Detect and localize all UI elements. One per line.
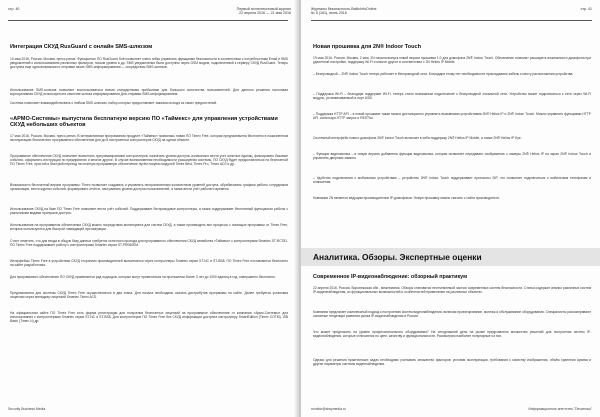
article-paragraph: Использование на программном обеспечении СКУД можно посредством мониторинга для систем СКУД, а также производить все процессы с помощью программы от Timex Free, которые используются для быстрой ликвидаций при миграции.	[10, 223, 288, 232]
article-paragraph: Интерфейсы Timex Free в устройствах СКУД сторонних производителей выполняется через контроллеры Smartec серии ST-NC и ST-BS8. ПО Timex Free поставляется бесплатно на сайте разработчика.	[10, 259, 288, 268]
journal-title: Журналы безопасность BalticInfoOnline	[311, 7, 377, 11]
left-page-number: стр. 40	[8, 7, 20, 11]
right-footer-agency: Информационное агентство "Печатнаш"	[528, 407, 592, 411]
article-paragraph: Система позволяет взаимодействовать с любым SMS шлюзом, набор которых предоставляет заказчик исходя из своих предпочтений.	[10, 101, 218, 105]
article-paragraph: – Поддержка HTTP API – в новой прошивке также можно дистанционно управлять вызывными устройствами 2N® Helios IP и 2N® Indoor Touch. Можно управлять функциями HTTP API, используя HTTP запрос и RESTful.	[313, 112, 591, 121]
article-title: Интеграция СКУД RusGuard с онлайн SMS-шлюзом	[10, 44, 153, 50]
article-paragraph: 22 апреля 2016, Россия, Воронежская обл., межтематик. Обзоры становятся неотъемлемой частью современных систем безопасности. Статья содержит анализ различных систем IP-видеонаблюдения, их функциональных возможностей и особенностей применения на различных объектах.	[313, 286, 591, 295]
header-rule	[8, 20, 288, 21]
left-footer: Security Business Media	[8, 407, 46, 411]
journal-title: Первый полнотекстовый журнал	[236, 7, 291, 11]
article-paragraph: 10 мая 2016, Россия, Москва, пресс-релиз. Функционал ПО RusGuard Soft позволяет очень гибко управлять функциями безопасности в соответствии с потребностями Email и SMS уведомлений с использованием различных фильтров, носков уровня и др. SMS уведомления были доступны через GSM модем, подключенный к серверу СКУД RusGuard. Теперь доступна еще одна возможность отправки своих SMS-информирования — посредством SMS-шлюзов.	[10, 57, 288, 70]
journal-date: 22 апреля 2016 — 21 мая 2016	[239, 11, 291, 16]
article-paragraph: Программное обеспечение СКУД позволяет выполнять программирование контроллеров, назначать уровни доступа, изначально вести учет штатных единиц, фиксировать базовые события, оформлять инструкции по предприятию и многое другое. В случае возникновения необходимости расширения системы, ПО СКУД будет предоставляться на бесплатной ПО Timex Free, простой и быстрый переход на платную программную обеспечение путём покупки модулей Timex Best, Timex Pro, Timex ACS и др.	[10, 154, 288, 167]
article-title: Новая прошивка для 2N® Indoor Touch	[313, 44, 422, 50]
article-paragraph: Однако для решения практических задач необходимо учитывать множество факторов: условия эксплуатации, требования к качеству изображения, объём хранения архива и другие параметры системы видеонаблюдения.	[313, 358, 591, 367]
article-title: «АРМО-Системы» выпустила бесплатную версию ПО «Таймекс» для управления устройствами СКУД небольших объектов	[10, 116, 278, 129]
article-paragraph: Стоит отметить, что для входа в общую базу данных требуется отличного прохода для программного обеспечения СКУД семейства «Таймекс» с контроллерами Smartec ST-RC781. ПО Timex Free поддерживает работу с контроллерами Smartec серии ST-PR060EM.	[10, 239, 288, 248]
right-running-header	[311, 7, 376, 15]
article-paragraph: Использование СКУД на базе ПО Timex Free позволяет вести учёт событий. Поддерживает беспроводные контроллеры, а также поддерживает бесплатный функционал работы с различными видами пропусков доступа.	[10, 207, 288, 216]
header-rule	[311, 20, 592, 21]
article-paragraph: Компания 2N является ведущим производителем IP-домофонов. Новую прошивку можно скачать с сайта производителя.	[313, 196, 500, 200]
right-footer-email: monitor@sbsymedia.ru	[311, 407, 346, 411]
article-title: Современное IP-видеонаблюдение: обзорный практикум	[313, 274, 468, 280]
left-running-header	[237, 7, 291, 15]
article-paragraph: Для программного обеспечения ПО СКУД применяется ряд подходов, которые могут применяться на протяжении более 3 лет до 1000 единиц в год, совершенно бесплатно.	[10, 275, 276, 279]
article-paragraph: Компания предлагает комплексный подход к построению систем видеонаблюдения, включая проектирование, монтаж и обслуживание оборудования. Специалисты рассматривают основные тенденции развития рынка IP-видеонаблюдения в России.	[313, 310, 591, 319]
article-paragraph: Использование SMS-шлюзов позволяет воспользоваться всеми стандартными прибылями для большого количества пользователей. Для данного решения налоговая корпоративная СКУД используется в качестве шлюза информирования Для отправки SMS-информирования.	[10, 88, 288, 97]
left-page	[0, 0, 299, 417]
section-title: Аналитика. Обзоры. Экспертные оценки	[313, 252, 482, 262]
article-paragraph: – Удобство подключения к мобильным устройствам – устройство 2N® Indoor Touch поддерживает протоколы SIP, что позволяет подключаться к мобильным телефонам и планшетам.	[313, 176, 591, 185]
right-page	[301, 0, 600, 417]
article-paragraph: – Функции видеозвонка – в новую версию добавлена функция видеозвонка, которая позволяет передавать изображение с камеры 2N® Helios IP на экран 2N® Indoor Touch и управлять дверным замком.	[313, 152, 591, 161]
article-paragraph: Что может предложить на уровне профессионального оборудования? На сегодняшний день на рынке представлено множество решений для построения систем IP-видеонаблюдения, которые отличаются по цене, качеству и функциональности. Рассмотрим наиболее популярные из них.	[313, 330, 591, 339]
journal-issue: № 5 (161), июнь 2016	[311, 11, 347, 16]
article-paragraph: Системный интерфейс нового домофона 2N® Indoor Touch включает в себя поддержку 2N® Helios IP Mobile, а также 2N® Helios IP Eye.	[313, 136, 522, 140]
article-paragraph: 19 мая 2016, Россия, Москва, 2 мая. 2N начала выпуск новой версии прошивки 1.0 для домофона 2N® Indoor Touch. Обновление позволит расширить возможности домофона при удаленной настройке, поддержку Wi-Fi и многое другое в соответствии с 2N Helios IP Mobile.	[313, 56, 591, 65]
article-paragraph: – Беспроводной – 2N® Indoor Touch теперь работает в беспроводной сети. Благодаря этому нет необходимости прокладывать кабель к месту расположения устройства.	[313, 72, 574, 76]
right-page-number: стр. 41	[580, 7, 592, 11]
article-paragraph: Возможности бесплатной версии программы: Timex позволяет создавать и управлять неограниченным количеством уровней доступа, обрабатывать графики работы сотрудников организации, вести журнал событий, формировать отчёты, настраивать уровни доступа пользователей, а также вести учёт рабочего времени.	[10, 183, 288, 192]
article-paragraph: – Поддержка Wi-Fi – благодаря поддержке Wi-Fi, теперь стало возможным подключение к беспроводной локальной сети. Устройство может подключаться к сети через Wi-Fi модуль, устанавливаемый в порт USB.	[313, 92, 591, 101]
article-paragraph: 17 мая 2016, Россия, Москва, пресс-релиз. В интерактивном программном продукте «Таймекс» появилась новая ПО Timex Free, которая предназначена бесплатно в пожизненном эксплуатацию бесплатного программного обеспечения для до 8 настроенных контроллеров СКУД на одном объекте.	[10, 134, 288, 143]
article-paragraph: На официальном сайте ПО Timex Free есть форма регистрации для получения бесплатных лицензий на программное обеспечение от компании «Армо-Системы» для использования с контроллерами Smartec серии ST-NC и ST-BS8. Для контроллеров ПО Timex Free без СКУД информации доступна контроллеру SmartEdition (Timex COTM), ISB Basic (Timex Lt) др.	[10, 311, 288, 324]
article-paragraph: Предназначена для системы СКУД Timex Free осуществляется в два этапа. Для начала необходимо скачать дистрибутив программы на сайте. Далее требуется установка лицензии через менеджер лицензий Smartec Timex ACS.	[10, 291, 288, 300]
